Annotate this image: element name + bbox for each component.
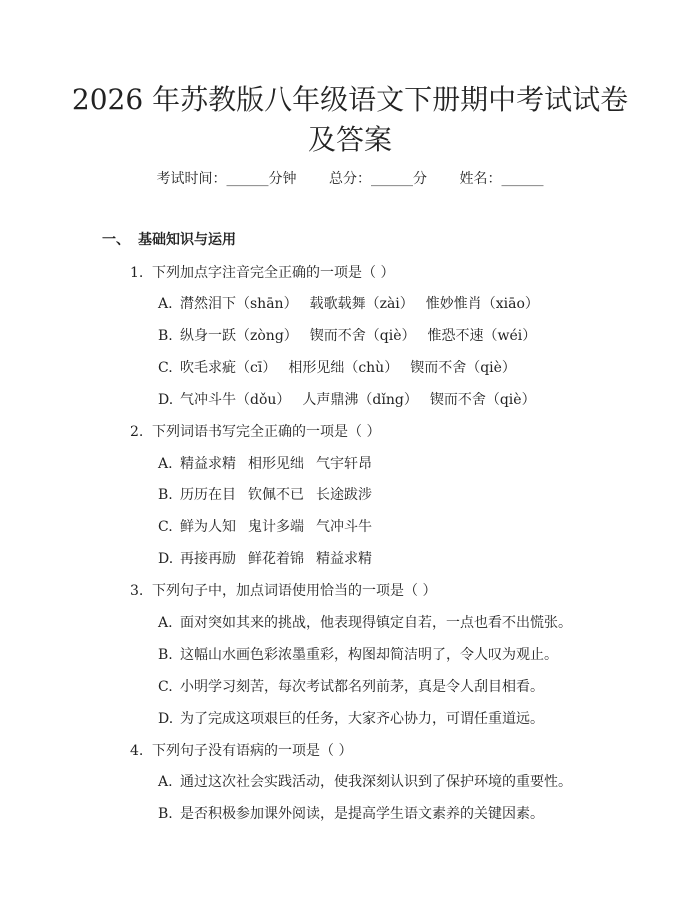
option-part: 锲而不舍（qiè） [410, 360, 516, 376]
option-label: D. [158, 392, 174, 408]
option-part: 精益求精 [316, 551, 372, 567]
option-2c [158, 516, 372, 536]
document-title [60, 80, 640, 160]
option-3d [158, 708, 544, 728]
exam-time: 考试时间：______分钟 [156, 171, 297, 187]
question-text: 下列加点字注音完全正确的一项是（ ） [152, 265, 395, 281]
option-1b [158, 325, 536, 345]
option-part: 吹毛求疵（cī） [180, 360, 277, 376]
option-part: 相形见绌 [248, 456, 304, 472]
section-title: 基础知识与运用 [138, 232, 236, 248]
option-part: 面对突如其来的挑战，他表现得镇定自若，一点也看不出慌张。 [180, 615, 572, 631]
option-part: 相形见绌（chù） [288, 360, 399, 376]
option-1d [158, 389, 536, 409]
option-part: 潸然泪下（shān） [180, 296, 298, 312]
option-label: B. [158, 328, 173, 344]
title-line-1: 2026 年苏教版八年级语文下册期中考试试卷 [71, 83, 629, 116]
question-text: 下列词语书写完全正确的一项是（ ） [152, 424, 381, 440]
student-name: 姓名：______ [459, 171, 544, 187]
option-2d [158, 548, 372, 568]
option-label: C. [158, 519, 173, 535]
section-number: 一、 [102, 232, 130, 248]
option-part: 长途跋涉 [316, 487, 372, 503]
option-4a [158, 771, 572, 791]
option-part: 气冲斗牛 [316, 519, 372, 535]
question-1 [130, 262, 394, 282]
option-label: A. [158, 774, 173, 790]
option-label: C. [158, 360, 173, 376]
option-label: B. [158, 647, 173, 663]
option-4b [158, 803, 544, 823]
option-part: 再接再励 [180, 551, 236, 567]
option-part: 精益求精 [180, 456, 236, 472]
option-part: 人声鼎沸（dǐng） [302, 392, 418, 408]
question-2 [130, 421, 380, 441]
option-label: D. [158, 711, 174, 727]
option-part: 鲜花着锦 [248, 551, 304, 567]
option-part: 鬼计多端 [248, 519, 304, 535]
question-number: 2. [130, 424, 144, 440]
option-3a [158, 612, 572, 632]
option-part: 惟恐不速（wéi） [427, 328, 537, 344]
option-part: 鲜为人知 [180, 519, 236, 535]
option-part: 气宇轩昂 [316, 456, 372, 472]
question-3 [130, 580, 436, 600]
option-part: 这幅山水画色彩浓墨重彩，构图却简洁明了，令人叹为观止。 [180, 647, 558, 663]
option-2a [158, 453, 372, 473]
question-number: 3. [130, 583, 144, 599]
question-text: 下列句子中，加点词语使用恰当的一项是（ ） [152, 583, 437, 599]
option-part: 锲而不舍（qiè） [429, 392, 536, 408]
question-4 [130, 740, 352, 760]
option-3b [158, 644, 558, 664]
question-number: 1. [130, 265, 144, 281]
option-part: 历历在目 [180, 487, 236, 503]
option-part: 通过这次社会实践活动，使我深刻认识到了保护环境的重要性。 [180, 774, 572, 790]
question-number: 4. [130, 743, 144, 759]
option-part: 惟妙惟肖（xiāo） [425, 296, 539, 312]
section-heading [102, 229, 236, 249]
option-part: 小明学习刻苦，每次考试都名列前茅，真是令人刮目相看。 [180, 679, 544, 695]
option-2b [158, 484, 372, 504]
question-text: 下列句子没有语病的一项是（ ） [152, 743, 353, 759]
option-part: 纵身一跃（zòng） [180, 328, 298, 344]
option-label: D. [158, 551, 174, 567]
option-label: B. [158, 487, 173, 503]
exam-meta [0, 168, 700, 188]
title-line-2: 及答案 [307, 123, 392, 156]
option-3c [158, 676, 544, 696]
option-label: A. [158, 615, 173, 631]
option-part: 气冲斗牛（dǒu） [180, 392, 291, 408]
exam-score: 总分：______分 [329, 171, 427, 187]
option-part: 锲而不舍（qiè） [309, 328, 416, 344]
option-part: 载歌载舞（zài） [309, 296, 414, 312]
option-label: B. [158, 806, 173, 822]
option-label: A. [158, 296, 173, 312]
option-label: A. [158, 456, 173, 472]
option-part: 钦佩不已 [248, 487, 304, 503]
option-1a [158, 293, 539, 313]
option-part: 为了完成这项艰巨的任务，大家齐心协力，可谓任重道远。 [180, 711, 544, 727]
option-label: C. [158, 679, 173, 695]
option-part: 是否积极参加课外阅读，是提高学生语文素养的关键因素。 [180, 806, 544, 822]
option-1c [158, 357, 516, 377]
